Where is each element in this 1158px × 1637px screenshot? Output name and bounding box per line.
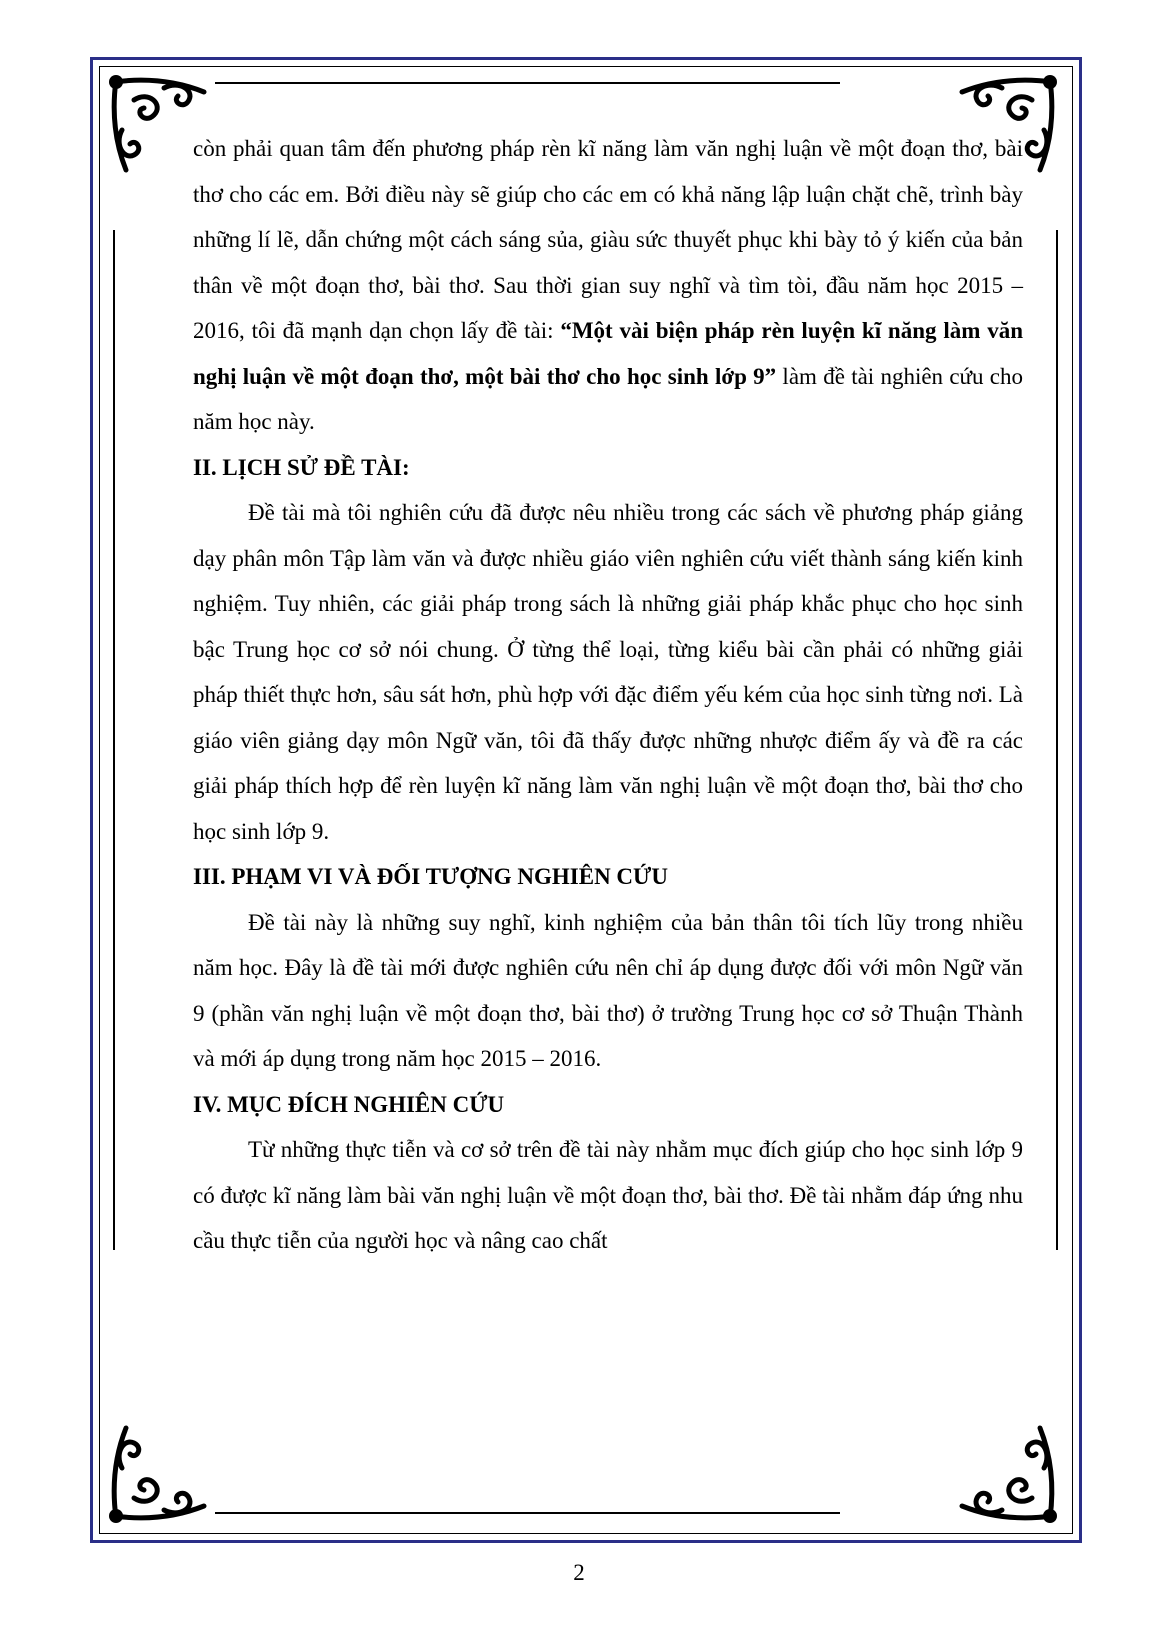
page-number: 2 xyxy=(573,1560,585,1585)
bottom-rule-line xyxy=(215,1512,840,1514)
right-rule-line xyxy=(1056,230,1058,1250)
research-title: “Một vài biện pháp rèn luyện kĩ năng làm văn nghị luận về một đoạn thơ, một bài thơ cho học sinh lớp 9” xyxy=(193,318,1023,389)
section-body-scope: Đề tài này là những suy nghĩ, kinh nghiệm của bản thân tôi tích lũy trong nhiều năm học. Đây là đề tài mới được nghiên cứu nên chỉ áp dụng được đối với môn Ngữ văn 9 (phần văn nghị luận về một đoạn thơ, bài thơ) ở trường Trung học cơ sở Thuận Thành và mới áp dụng trong năm học 2015 – 2016. xyxy=(193,909,1023,1071)
section-heading-history: II. LỊCH SỬ ĐỀ TÀI: xyxy=(193,454,410,480)
section-heading-scope: III. PHẠM VI VÀ ĐỐI TƯỢNG NGHIÊN CỨU xyxy=(193,864,668,889)
section-body-purpose: Từ những thực tiễn và cơ sở trên đề tài này nhằm mục đích giúp cho học sinh lớp 9 có được kĩ năng làm bài văn nghị luận về một đoạn thơ, bài thơ. Đề tài nhằm đáp ứng nhu cầu thực tiễn của người học và nâng cao chất xyxy=(193,1137,1023,1253)
section-heading-purpose: IV. MỤC ĐÍCH NGHIÊN CỨU xyxy=(193,1091,505,1117)
intro-paragraph xyxy=(193,126,1023,445)
corner-ornament-bottom-left-icon xyxy=(104,1418,214,1528)
top-rule-line xyxy=(215,82,840,84)
section-body-history: Đề tài mà tôi nghiên cứu đã được nêu nhiều trong các sách về phương pháp giảng dạy phân môn Tập làm văn và được nhiều giáo viên nghiên cứu viết thành sáng kiến kinh nghiệm. Tuy nhiên, các giải pháp trong sách là những giải pháp khắc phục cho học sinh bậc Trung học cơ sở nói chung. Ở từng thể loại, từng kiểu bài cần phải có những giải pháp thiết thực hơn, sâu sát hơn, phù hợp với đặc điểm yếu kém của học sinh từng nơi. Là giáo viên giảng dạy môn Ngữ văn, tôi đã thấy được những nhược điểm ấy và đề ra các giải pháp thích hợp để rèn luyện kĩ năng làm văn nghị luận về một đoạn thơ, bài thơ cho học sinh lớp 9. xyxy=(193,500,1023,844)
corner-ornament-bottom-right-icon xyxy=(952,1418,1062,1528)
intro-text-before-title: còn phải quan tâm đến phương pháp rèn kĩ năng làm văn nghị luận về một đoạn thơ, bài thơ cho các em. Bởi điều này sẽ giúp cho các em có khả năng lập luận chặt chẽ, trình bày những lí lẽ, dẫn chứng một cách sáng sủa, giàu sức thuyết phục khi bày tỏ ý kiến của bản thân về một đoạn thơ, bài thơ. Sau thời gian suy nghĩ và tìm tòi, đầu năm học 2015 – 2016, tôi đã mạnh dạn chọn lấy đề tài: xyxy=(193,136,1023,343)
left-rule-line xyxy=(113,230,115,1250)
intro-text-after-title: làm đề tài nghiên cứu cho năm học này. xyxy=(193,363,1023,434)
document-body xyxy=(193,126,1023,1264)
